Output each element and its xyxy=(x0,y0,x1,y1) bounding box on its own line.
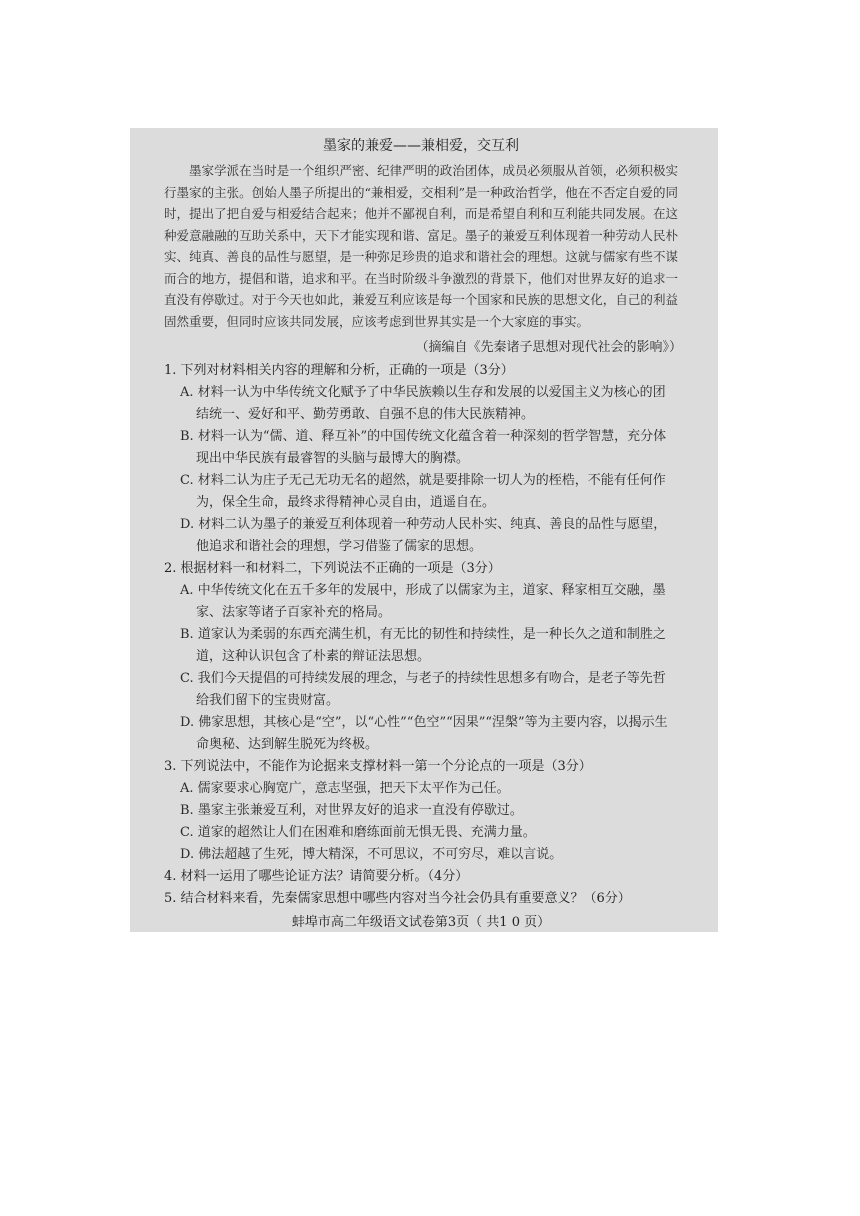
question-4 xyxy=(164,866,678,888)
question-stem: 5. 结合材料来看，先秦儒家思想中哪些内容对当今社会仍具有重要意义？（6分） xyxy=(164,891,631,906)
question-2 xyxy=(164,558,678,756)
question-stem: 2. 根据材料一和材料二，下列说法不正确的一项是（3分） xyxy=(164,561,501,576)
option-c: C. 我们今天提倡的可持续发展的理念，与老子的持续性思想多有吻合，是老子等先哲给我们留下的宝贵财富。 xyxy=(180,671,666,708)
scanned-exam-page xyxy=(130,128,718,932)
option-d: D. 佛家思想，其核心是“空”，以“心性”“色空”“因果”“涅槃”等为主要内容，以揭示生命奥秘、达到解生脱死为终极。 xyxy=(180,715,668,752)
passage-source: （摘编自《先秦诸子思想对现代社会的影响》） xyxy=(415,340,682,355)
option-a: A. 儒家要求心胸宽广，意志坚强，把天下太平作为己任。 xyxy=(180,781,510,796)
option-b: B. 道家认为柔弱的东西充满生机，有无比的韧性和持续性，是一种长久之道和制胜之道，这种认识包含了朴素的辩证法思想。 xyxy=(180,627,666,664)
question-stem: 4. 材料一运用了哪些论证方法？请简要分析。（4分） xyxy=(164,869,469,884)
option-d: D. 佛法超越了生死，博大精深，不可思议，不可穷尽，难以言说。 xyxy=(180,847,563,862)
question-5 xyxy=(164,888,678,910)
question-1 xyxy=(164,360,678,558)
option-d: D. 材料二认为墨子的兼爱互利体现着一种劳动人民朴实、纯真、善良的品性与愿望，他追求和谐社会的理想，学习借鉴了儒家的思想。 xyxy=(180,517,667,554)
option-b: B. 材料一认为“儒、道、释互补”的中国传统文化蕴含着一种深刻的哲学智慧，充分体现出中华民族有最睿智的头脑与最博大的胸襟。 xyxy=(180,429,667,466)
page-footer: 蚌埠市高二年级语文试卷第3页（ 共1 0 页） xyxy=(291,915,551,930)
option-c: C. 道家的超然让人们在困难和磨练面前无惧无畏、充满力量。 xyxy=(180,825,536,840)
passage-title: 墨家的兼爱——兼相爱，交互利 xyxy=(323,138,519,154)
option-a: A. 材料一认为中华传统文化赋予了中华民族赖以生存和发展的以爱国主义为核心的团结统一、爱好和平、勤劳勇敢、自强不息的伟大民族精神。 xyxy=(180,385,666,422)
option-a: A. 中华传统文化在五千多年的发展中，形成了以儒家为主，道家、释家相互交融，墨家、法家等诸子百家补充的格局。 xyxy=(180,583,666,620)
passage-body: 墨家学派在当时是一个组织严密、纪律严明的政治团体，成员必须服从首领，必须积极实行墨家的主张。创始人墨子所提出的“兼相爱，交相利”是一种政治哲学，他在不否定自爱的同时，提出了把自爱与相爱结合起来；他并不鄙视自利，而是希望自利和互利能共同发展。在这种爱意融融的互助关系中，天下才能实现和谐、富足。墨子的兼爱互利体现着一种劳动人民朴实、纯真、善良的品性与愿望，是一种弥足珍贵的追求和谐社会的理想。这就与儒家有些不谋而合的地方，提倡和谐，追求和平。在当时阶级斗争激烈的背景下，他们对世界友好的追求一直没有停歇过。对于今天也如此，兼爱互利应该是每一个国家和民族的思想文化，自己的利益固然重要，但同时应该共同发展，应该考虑到世界其实是一个大家庭的事实。 xyxy=(164,163,678,329)
option-b: B. 墨家主张兼爱互利，对世界友好的追求一直没有停歇过。 xyxy=(180,803,523,818)
question-3 xyxy=(164,756,678,866)
option-c: C. 材料二认为庄子无己无功无名的超然，就是要排除一切人为的桎梏，不能有任何作为，保全生命，最终求得精神心灵自由，逍遥自在。 xyxy=(180,473,666,510)
question-stem: 1. 下列对材料相关内容的理解和分析，正确的一项是（3分） xyxy=(164,363,514,378)
question-stem: 3. 下列说法中，不能作为论据来支撑材料一第一个分论点的一项是（3分） xyxy=(164,759,592,774)
